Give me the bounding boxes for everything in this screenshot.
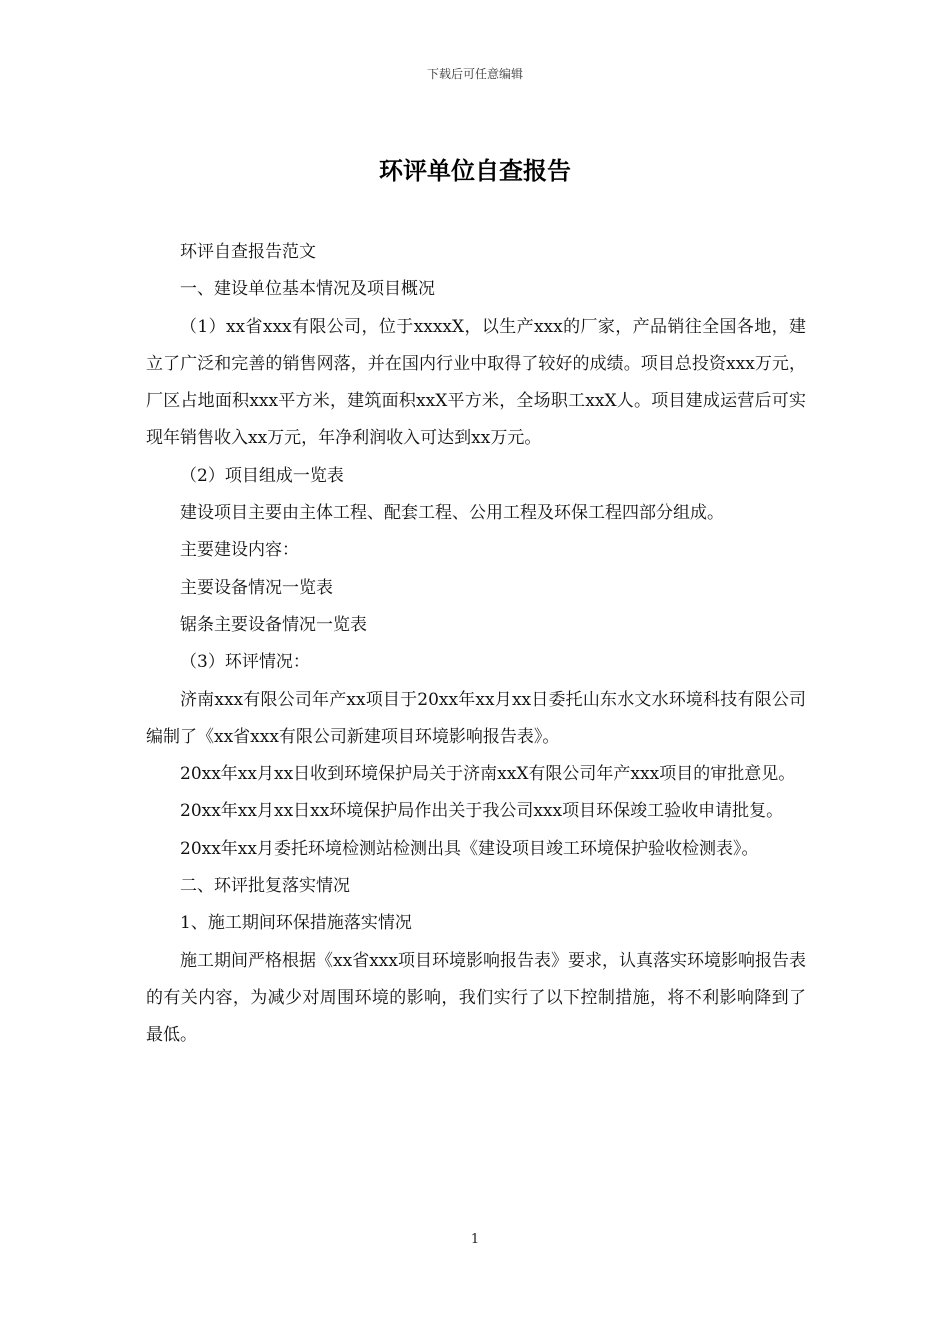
paragraph: （2）项目组成一览表 [180,465,344,486]
document-title: 环评单位自查报告 [379,156,571,185]
header-note: 下载后可任意编辑 [426,67,523,81]
paragraph: 主要设备情况一览表 [180,577,333,598]
paragraph: 主要建设内容： [180,540,299,561]
paragraph: 济南xxx有限公司年产xx项目于20xx年xx月xx日委托山东水文水环境科技有限公司编制了《xx省xxx有限公司新建项目环境影响报告表》。 [146,689,806,747]
paragraph: 锯条主要设备情况一览表 [180,614,367,635]
paragraph: 建设项目主要由主体工程、配套工程、公用工程及环保工程四部分组成。 [180,503,724,524]
document-body [146,234,806,1055]
section-heading: 二、环评批复落实情况 [180,876,350,897]
subsection-heading: 1、施工期间环保措施落实情况 [180,913,412,934]
section-heading: 一、建设单位基本情况及项目概况 [180,279,435,300]
paragraph: 20xx年xx月xx日xx环境保护局作出关于我公司xxx项目环保竣工验收申请批复。 [180,801,784,822]
paragraph: （3）环评情况： [180,652,310,673]
paragraph: 环评自查报告范文 [180,242,316,262]
paragraph: 施工期间严格根据《xx省xxx项目环境影响报告表》要求，认真落实环境影响报告表的有关内容，为减少对周围环境的影响，我们实行了以下控制措施，将不利影响降到了最低。 [146,950,806,1046]
paragraph: 20xx年xx月委托环境检测站检测出具《建设项目竣工环境保护验收检测表》。 [180,838,759,859]
paragraph: （1）xx省xxx有限公司，位于xxxxX，以生产xxx的厂家，产品销往全国各地，建立了广泛和完善的销售网落，并在国内行业中取得了较好的成绩。项目总投资xxx万元，厂区占地面积xxx平方米，建筑面积xxX平方米，全场职工xxX人。项目建成运营后可实现年销售收入xx万元，年净利润收入可达到xx万元。 [146,316,806,449]
paragraph: 20xx年xx月xx日收到环境保护局关于济南xxX有限公司年产xxx项目的审批意见。 [180,764,796,785]
page-number: 1 [470,1232,480,1247]
